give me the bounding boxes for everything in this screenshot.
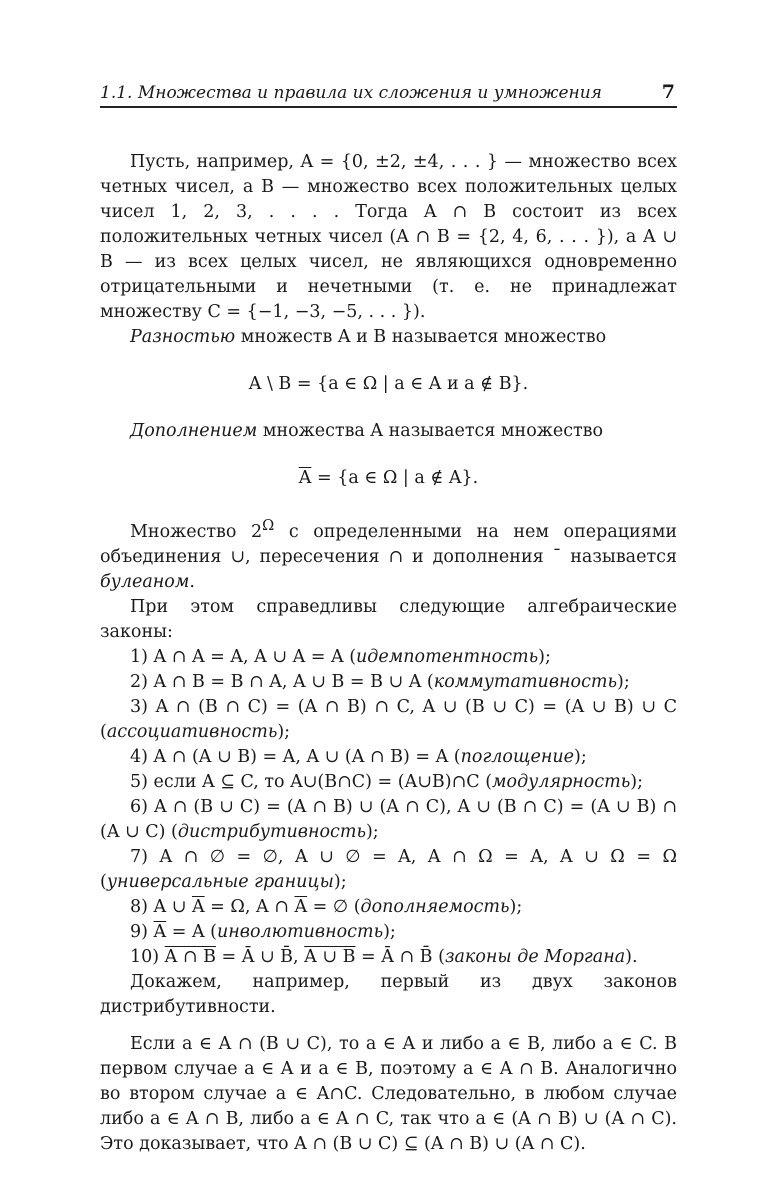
law-end: ); — [383, 921, 396, 942]
complement-symbol: $\overline{A}$ — [153, 921, 167, 942]
difference-text: множеств A и B называется множество — [235, 327, 607, 347]
law-formula: 2) A ∩ B = B ∩ A, A ∪ B = B ∪ A ( — [130, 671, 434, 692]
law-end: ); — [574, 746, 587, 767]
law-name: дистрибутивность — [177, 821, 366, 842]
law-item — [100, 945, 677, 970]
paragraph-proof: Если a ∈ A ∩ (B ∪ C), то a ∈ A и либо a ∈ B, либо a ∈ C. В первом случае a ∈ A и a ∈ B, поэтому a ∈ A ∩ B. Аналогично во втором случае a ∈ A∩C. Следовательно, в любом случае либо a ∈ A ∩ B, либо a ∈ A ∩ C, так что a ∈ (A ∩ B) ∪ (A ∩ C). Это доказывает, что A ∩ (B ∪ C) ⊆ (A ∩ B) ∪ (A ∩ C). — [100, 1033, 677, 1154]
law-formula: 4) A ∩ (A ∪ B) = A, A ∪ (A ∩ B) = A ( — [130, 746, 461, 767]
paragraph-boolean — [100, 513, 677, 595]
paragraph-proof-intro: Докажем, например, первый из двух законов дистрибутивности. — [100, 971, 677, 1017]
law-name: модулярность — [492, 771, 631, 792]
page-number: 7 — [661, 81, 675, 103]
law-formula: 7) A ∩ ∅ = ∅, A ∪ ∅ = A, A ∩ Ω = A, A ∪ Ω = Ω ( — [100, 846, 677, 892]
law-end: ); — [277, 721, 291, 742]
term-difference: Разностью — [130, 327, 236, 347]
law-name: коммутативность — [433, 671, 617, 692]
law-formula: = ∅ ( — [307, 896, 361, 917]
law-end: ). — [625, 946, 638, 967]
running-title: 1.1. Множества и правила их сложения и умножения — [100, 83, 602, 103]
complement-symbol: $\overline{A}$ — [294, 896, 308, 917]
complement-expression: A ∩ B — [164, 946, 216, 967]
law-formula: 6) A ∩ (B ∪ C) = (A ∩ B) ∪ (A ∩ C), A ∪ (B ∩ C) = (A ∪ B) ∩ (A ∪ C) ( — [100, 796, 677, 842]
law-end: ); — [365, 821, 379, 842]
law-item — [100, 895, 677, 920]
law-formula: 5) если A ⊆ C, то A∪(B∩C) = (A∪B)∩C ( — [130, 771, 493, 792]
complement-text: множества A называется множество — [257, 421, 604, 441]
formula-complement — [100, 466, 677, 491]
law-formula: = Ω, A ∩ — [204, 896, 295, 917]
law-name: дополняемость — [360, 896, 510, 917]
law-end: ); — [538, 646, 551, 667]
paragraph-complement-definition — [100, 419, 677, 444]
law-name: инволютивность — [217, 921, 384, 942]
law-item — [100, 920, 677, 945]
law-end: ); — [509, 896, 523, 917]
law-formula: 8) A ∪ — [130, 896, 192, 917]
law-formula: = Ā ∩ B̄ ( — [355, 946, 445, 967]
paragraph-laws-intro: При этом справедливы следующие алгебраические законы: — [100, 596, 677, 642]
formula-difference: A \ B = {a ∈ Ω | a ∈ A и a ∉ B}. — [248, 374, 529, 394]
law-end: ); — [617, 671, 630, 692]
law-formula: = Ā ∪ B̄, — [215, 946, 305, 967]
law-name: ассоциативность — [106, 721, 278, 742]
law-item — [100, 745, 677, 770]
complement-formula-text: = {a ∈ Ω | a ∉ A}. — [311, 468, 479, 488]
law-formula: 1) A ∩ A = A, A ∪ A = A ( — [130, 646, 357, 667]
law-name: универсальные границы — [106, 871, 334, 892]
law-formula: 9) — [130, 921, 154, 942]
page-body — [100, 150, 677, 1157]
boolean-text-a: Множество 2 — [130, 521, 263, 542]
law-formula: 10) — [130, 946, 165, 967]
law-item — [100, 645, 677, 670]
law-item — [100, 795, 677, 845]
law-formula: 3) A ∩ (B ∩ C) = (A ∩ B) ∩ C, A ∪ (B ∪ C) = (A ∪ B) ∪ C ( — [100, 696, 677, 742]
paragraph-example: Пусть, например, A = {0, ±2, ±4, . . . } — множество всех четных чисел, а B — множество всех положительных целых чисел 1, 2, 3, . . . . Тогда A ∩ B состоит из всех положительных четных чисел (A ∩ B = {2, 4, 6, . . . }), а A ∪ B — из всех целых чисел, не являющихся одновременно отрицательными и нечетными (т. е. не принадлежат множеству C = {−1, −3, −5, . . . }). — [100, 152, 677, 322]
law-item — [100, 670, 677, 695]
boolean-end: . — [189, 571, 195, 592]
book-page — [100, 78, 677, 1154]
paragraph-difference-definition — [100, 325, 677, 350]
law-name: поглощение — [460, 746, 574, 767]
law-formula: = A ( — [166, 921, 217, 942]
term-complement: Дополнением — [130, 421, 258, 441]
running-header — [100, 78, 677, 108]
complement-symbol: $\overline{A}$ — [298, 468, 312, 488]
complement-expression: A ∪ B — [304, 946, 356, 967]
law-name: идемпотентность — [356, 646, 539, 667]
law-item — [100, 695, 677, 745]
law-end: ); — [630, 771, 643, 792]
law-item — [100, 770, 677, 795]
term-boolean: булеаном — [100, 571, 190, 592]
complement-symbol: $\overline{A}$ — [191, 896, 205, 917]
boolean-text-b: с определенными на нем операциями объединения ∪, пересечения ∩ и дополнения ¯ называется — [100, 521, 677, 567]
law-name: законы де Моргана — [444, 946, 626, 967]
omega-superscript: Ω — [262, 517, 275, 534]
law-end: ); — [333, 871, 347, 892]
laws-list — [100, 645, 677, 970]
law-item — [100, 845, 677, 895]
